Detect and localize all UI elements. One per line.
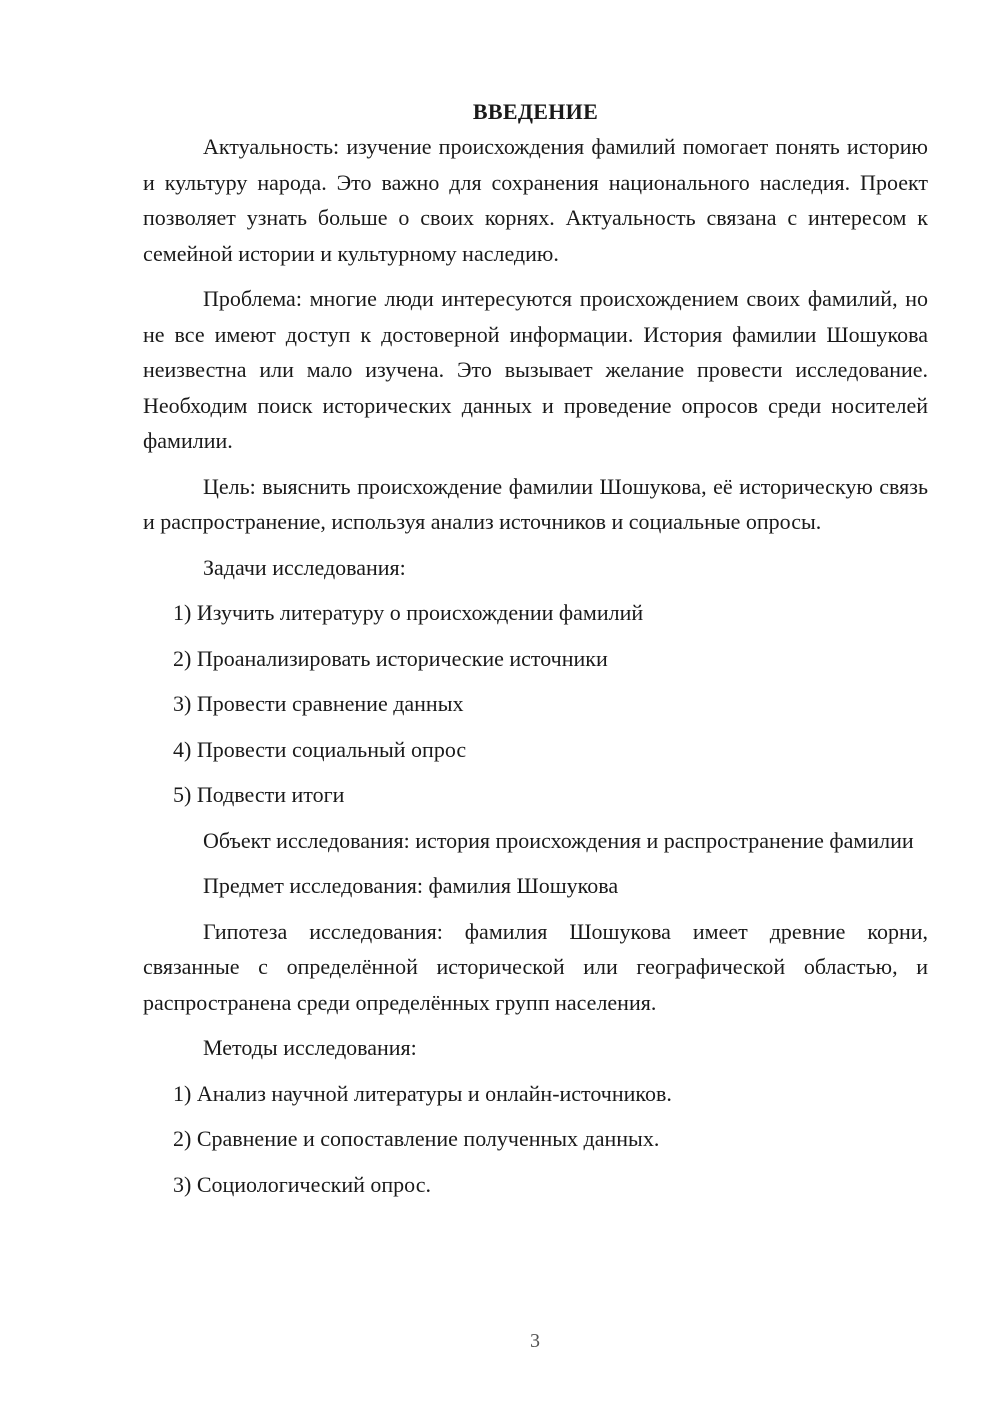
goal-paragraph: Цель: выяснить происхождение фамилии Шошукова, её историческую связь и распространение, используя анализ источников и социальные опросы.	[143, 473, 928, 534]
relevance-paragraph: Актуальность: изучение происхождения фамилий помогает понять историю и культуру народа. Это важно для сохранения национального наследия. Проект позволяет узнать больше о своих корнях. Актуальность связана с интересом к семейной истории и культурному наследию.	[143, 134, 928, 266]
subject-paragraph: Предмет исследования: фамилия Шошукова	[203, 873, 619, 898]
list-item: 1) Анализ научной литературы и онлайн-источников.	[173, 1080, 672, 1106]
list-item: 4) Провести социальный опрос	[173, 736, 467, 762]
problem-paragraph: Проблема: многие люди интересуются происхождением своих фамилий, но не все имеют доступ к достоверной информации. История фамилии Шошукова неизвестна или мало изучена. Это вызывает желание провести исследование. Необходим поиск исторических данных и проведение опросов среди носителей фамилии.	[143, 286, 928, 453]
methods-label: Методы исследования:	[203, 1035, 417, 1060]
list-item: 5) Подвести итоги	[173, 782, 345, 807]
page-heading: ВВЕДЕНИЕ	[472, 99, 599, 124]
page-number: 3	[530, 1330, 540, 1352]
methods-list	[143, 1076, 928, 1203]
tasks-list	[143, 595, 928, 813]
object-paragraph: Объект исследования: история происхождения и распространение фамилии	[203, 827, 914, 853]
list-item: 3) Социологический опрос.	[173, 1171, 431, 1197]
list-item: 2) Сравнение и сопоставление полученных данных.	[173, 1126, 660, 1151]
list-item: 1) Изучить литературу о происхождении фамилий	[173, 600, 644, 625]
page-content	[143, 94, 928, 1212]
list-item: 2) Проанализировать исторические источники	[173, 645, 608, 671]
hypothesis-paragraph: Гипотеза исследования: фамилия Шошукова имеет древние корни, связанные с определённой исторической или географической областью, и распространена среди определённых групп населения.	[143, 918, 928, 1015]
tasks-label: Задачи исследования:	[203, 554, 406, 580]
list-item: 3) Провести сравнение данных	[173, 691, 464, 716]
